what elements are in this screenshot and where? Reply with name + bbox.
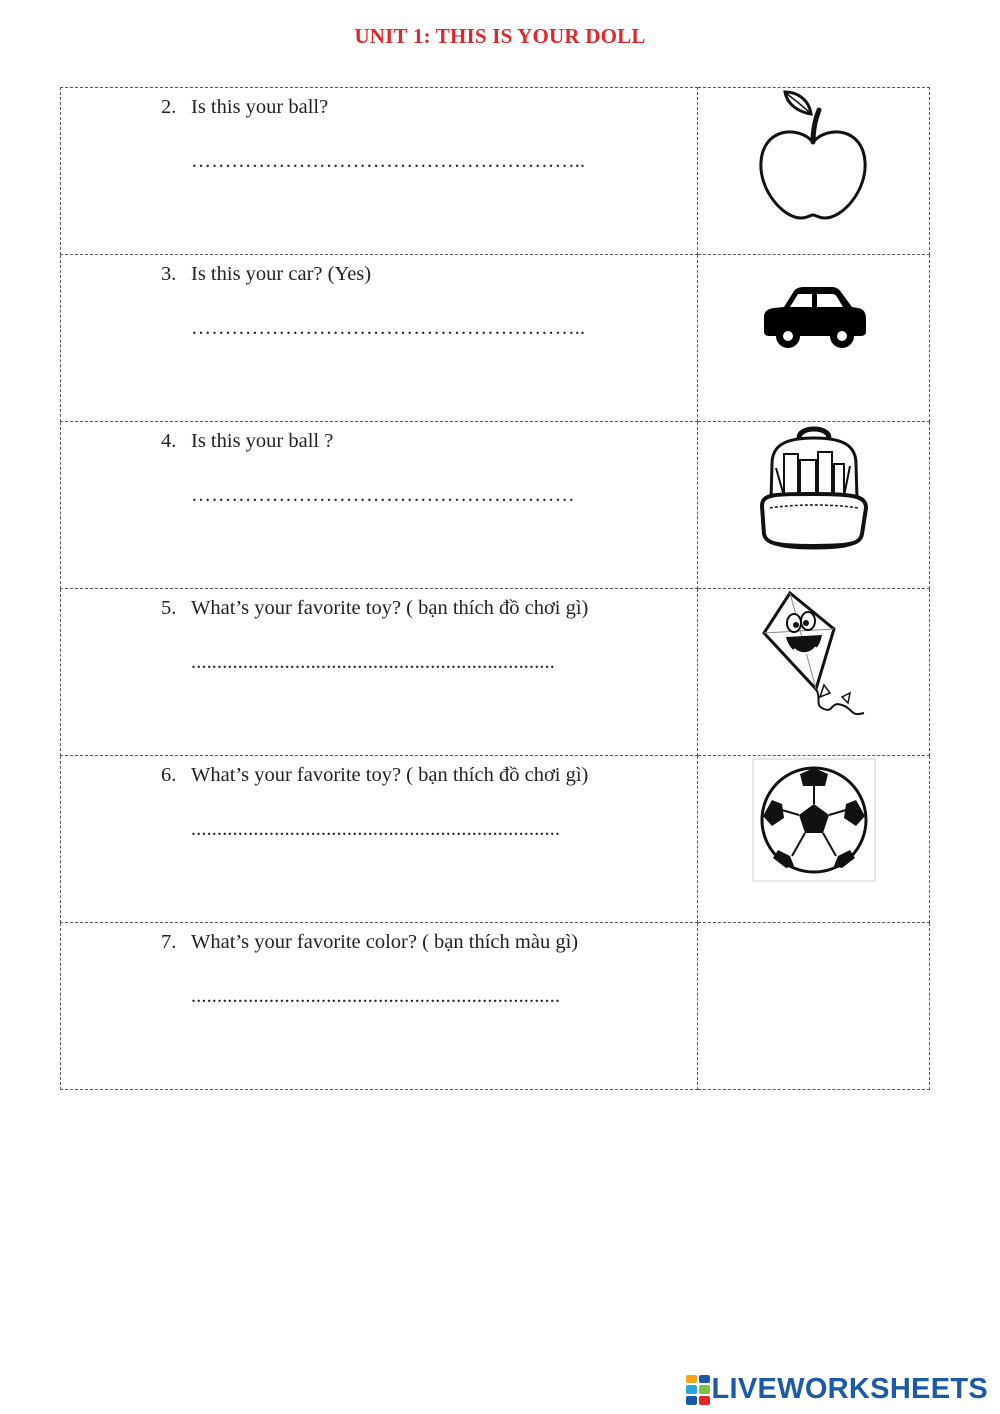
apple-icon	[753, 90, 873, 220]
question-number: 2.	[161, 96, 177, 118]
picture-cell-empty	[698, 923, 930, 1090]
soccer-ball-icon	[752, 758, 876, 882]
picture-cell	[698, 422, 930, 589]
picture-cell	[698, 255, 930, 422]
question-number: 5.	[161, 597, 177, 619]
question-cell	[61, 88, 698, 255]
car-icon	[760, 283, 870, 353]
question-text: What’s your favorite toy? ( bạn thích đồ chơi gì)	[191, 597, 589, 619]
question-number: 7.	[161, 931, 177, 953]
answer-line[interactable]: …………………………………………………..	[191, 317, 586, 339]
question-row	[61, 255, 930, 422]
question-cell	[61, 589, 698, 756]
answer-line[interactable]: …………………………………………………	[191, 484, 575, 506]
question-cell	[61, 422, 698, 589]
answer-line[interactable]: …………………………………………………..	[191, 150, 586, 172]
question-table	[60, 87, 930, 1090]
question-text: What’s your favorite color? ( bạn thích màu gì)	[191, 931, 579, 953]
answer-line[interactable]: .......................................................................	[191, 985, 561, 1007]
question-row	[61, 756, 930, 923]
question-row	[61, 88, 930, 255]
brand-name: LIVEWORKSHEETS	[711, 1373, 988, 1405]
answer-line[interactable]: .......................................................................	[191, 818, 561, 840]
question-number: 4.	[161, 430, 177, 452]
question-text: Is this your ball ?	[191, 430, 334, 452]
question-row	[61, 589, 930, 756]
question-cell	[61, 756, 698, 923]
question-text: What’s your favorite toy? ( bạn thích đồ chơi gì)	[191, 764, 589, 786]
question-cell	[61, 255, 698, 422]
logo-mark-icon	[686, 1375, 710, 1405]
question-text: Is this your car? (Yes)	[191, 263, 372, 285]
question-number: 3.	[161, 263, 177, 285]
question-cell	[61, 923, 698, 1090]
answer-line[interactable]: ......................................................................	[191, 651, 555, 673]
kite-icon	[750, 589, 875, 724]
picture-cell	[698, 756, 930, 923]
liveworksheets-logo	[686, 1373, 989, 1406]
question-row	[61, 923, 930, 1090]
question-number: 6.	[161, 764, 177, 786]
question-text: Is this your ball?	[191, 96, 329, 118]
picture-cell	[698, 88, 930, 255]
backpack-icon	[754, 424, 874, 554]
question-row	[61, 422, 930, 589]
picture-cell	[698, 589, 930, 756]
worksheet-title: UNIT 1: THIS IS YOUR DOLL	[354, 24, 646, 48]
